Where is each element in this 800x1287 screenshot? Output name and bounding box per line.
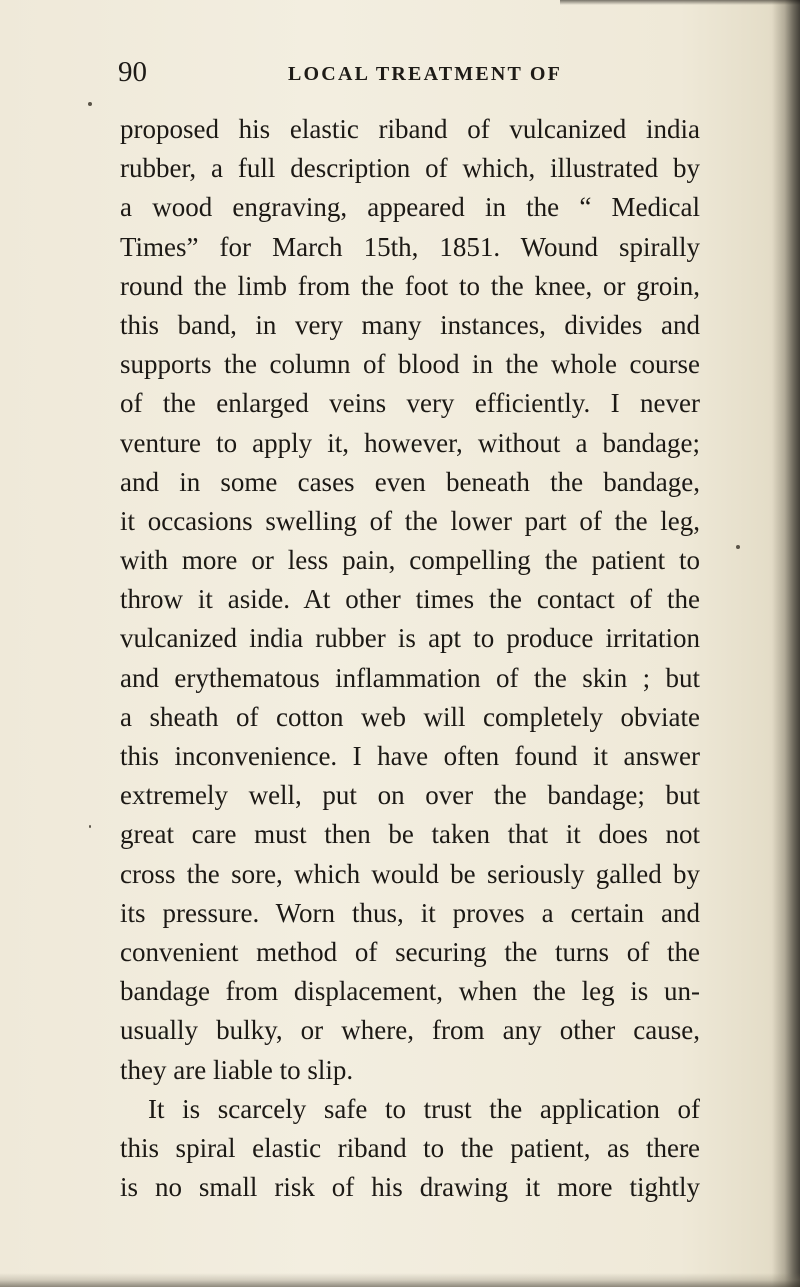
page-number: 90: [118, 56, 147, 88]
text-line: it occasions swelling of the lower part of the leg,: [120, 505, 700, 536]
text-line: a sheath of cotton web will completely obviate: [120, 701, 700, 732]
text-line: its pressure. Worn thus, it proves a certain and: [120, 897, 700, 928]
running-head: LOCAL TREATMENT OF: [288, 63, 563, 85]
paragraph-start-line: It is scarcely safe to trust the application of: [148, 1093, 700, 1124]
text-line: cross the sore, which would be seriously galled by: [120, 858, 700, 889]
page-header: [118, 56, 698, 96]
paragraph-end-line: they are liable to slip.: [120, 1054, 354, 1085]
text-line: is no small risk of his drawing it more tightly: [120, 1172, 700, 1203]
text-line: this band, in very many instances, divides and: [120, 309, 700, 340]
text-line: convenient method of securing the turns of the: [120, 936, 700, 967]
text-line: proposed his elastic riband of vulcanized india: [120, 114, 700, 144]
text-line: this spiral elastic riband to the patient, as there: [120, 1132, 700, 1163]
text-line: this inconvenience. I have often found it answer: [120, 741, 700, 771]
text-line: vulcanized india rubber is apt to produce irritation: [120, 623, 700, 654]
page-bottom-shadow: [0, 1273, 800, 1287]
page-gutter-shadow: [772, 0, 800, 1287]
page-top-shadow: [560, 0, 800, 5]
text-line: supports the column of blood in the whole course: [120, 349, 700, 380]
body-text: [120, 110, 700, 1207]
text-line: venture to apply it, however, without a bandage;: [120, 427, 700, 458]
text-line: extremely well, put on over the bandage; but: [120, 780, 700, 811]
text-line: a wood engraving, appeared in the “ Medical: [120, 192, 700, 223]
text-line: usually bulky, or where, from any other cause,: [120, 1015, 700, 1046]
text-line: and erythematous inflammation of the skin ; but: [120, 662, 700, 693]
text-line: round the limb from the foot to the knee, or groin,: [120, 270, 700, 301]
text-line: throw it aside. At other times the contact of the: [120, 584, 700, 615]
text-line: bandage from displacement, when the leg is un-: [120, 976, 700, 1007]
text-line: great care must then be taken that it does not: [120, 819, 700, 850]
text-line: of the enlarged veins very efficiently. I never: [120, 388, 700, 419]
text-line: rubber, a full description of which, illustrated by: [120, 153, 700, 184]
text-line: Times” for March 15th, 1851. Wound spirally: [120, 231, 700, 262]
text-line: with more or less pain, compelling the patient to: [120, 545, 700, 576]
text-line: and in some cases even beneath the bandage,: [120, 466, 700, 497]
